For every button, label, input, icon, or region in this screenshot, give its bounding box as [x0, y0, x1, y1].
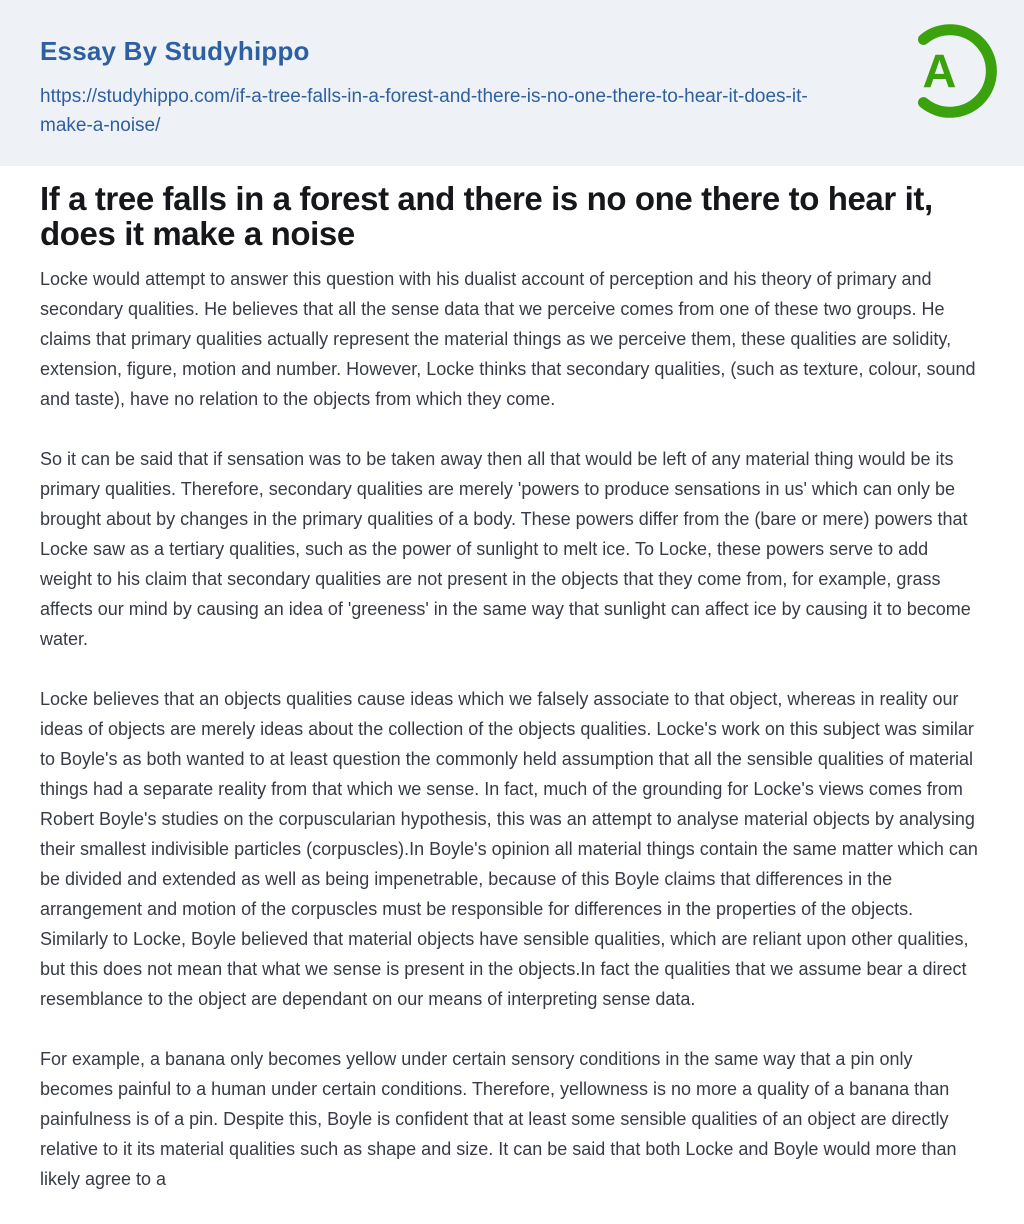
page-header — [0, 0, 1024, 166]
logo-letter: A — [922, 44, 957, 98]
essay-paragraph-2: So it can be said that if sensation was to be taken away then all that would be left of any material thing would be its primary qualities. Therefore, secondary qualities are merely 'powers to produce sensations in us' which can only be brought about by changes in the primary qualities of a body. These powers differ from the (bare or mere) powers that Locke saw as a tertiary qualities, such as the power of sunlight to melt ice. To Locke, these powers serve to add weight to his claim that secondary qualities are not present in the objects that they come from, for example, grass affects our mind by causing an idea of 'greeness' in the same way that sunlight can affect ice by causing it to become water. — [40, 449, 971, 649]
essay-title: If a tree falls in a forest and there is no one there to hear it, does it make a noise — [40, 180, 933, 252]
essay-article — [0, 166, 1024, 1194]
studyhippo-logo-icon — [902, 23, 998, 119]
essay-paragraph-3: Locke believes that an objects qualities cause ideas which we falsely associate to that object, whereas in reality our ideas of objects are merely ideas about the collection of the objects qualities. Locke's work on this subject was similar to Boyle's as both wanted to at least question the commonly held assumption that all the sensible qualities of material things had a separate reality from that which we sense. In fact, much of the grounding for Locke's views comes from Robert Boyle's studies on the corpuscularian hypothesis, this was an attempt to analyse material objects by analysing their smallest indivisible particles (corpuscles).In Boyle's opinion all material things contain the same matter which can be divided and extended as well as being impenetrable, because of this Boyle claims that differences in the arrangement and motion of the corpuscles must be responsible for differences in the properties of the objects. Similarly to Locke, Boyle believed that material objects have sensible qualities, which are reliant upon other qualities, but this does not mean that what we sense is present in the objects.In fact the qualities that we assume bear a direct resemblance to the object are dependant on our means of interpreting sense data. — [40, 689, 978, 1009]
essay-paragraph-4: For example, a banana only becomes yellow under certain sensory conditions in the same way that a pin only becomes painful to a human under certain conditions. Therefore, yellowness is no more a quality of a banana than painfulness is of a pin. Despite this, Boyle is confident that at least some sensible qualities of an object are directly relative to it its material qualities such as shape and size. It can be said that both Locke and Boyle would more than likely agree to a — [40, 1049, 957, 1189]
essay-url-link[interactable]: https://studyhippo.com/if-a-tree-falls-in-a-forest-and-there-is-no-one-there-to-hear-it-does-it-make-a-noise/ — [40, 86, 808, 136]
studyhippo-logo — [902, 23, 998, 119]
essay-paragraph-1: Locke would attempt to answer this question with his dualist account of perception and his theory of primary and secondary qualities. He believes that all the sense data that we perceive comes from one of these two groups. He claims that primary qualities actually represent the material things as we perceive them, these qualities are solidity, extension, figure, motion and number. However, Locke thinks that secondary qualities, (such as texture, colour, sound and taste), have no relation to the objects from which they come. — [40, 269, 976, 409]
site-title: Essay By Studyhippo — [40, 36, 310, 66]
